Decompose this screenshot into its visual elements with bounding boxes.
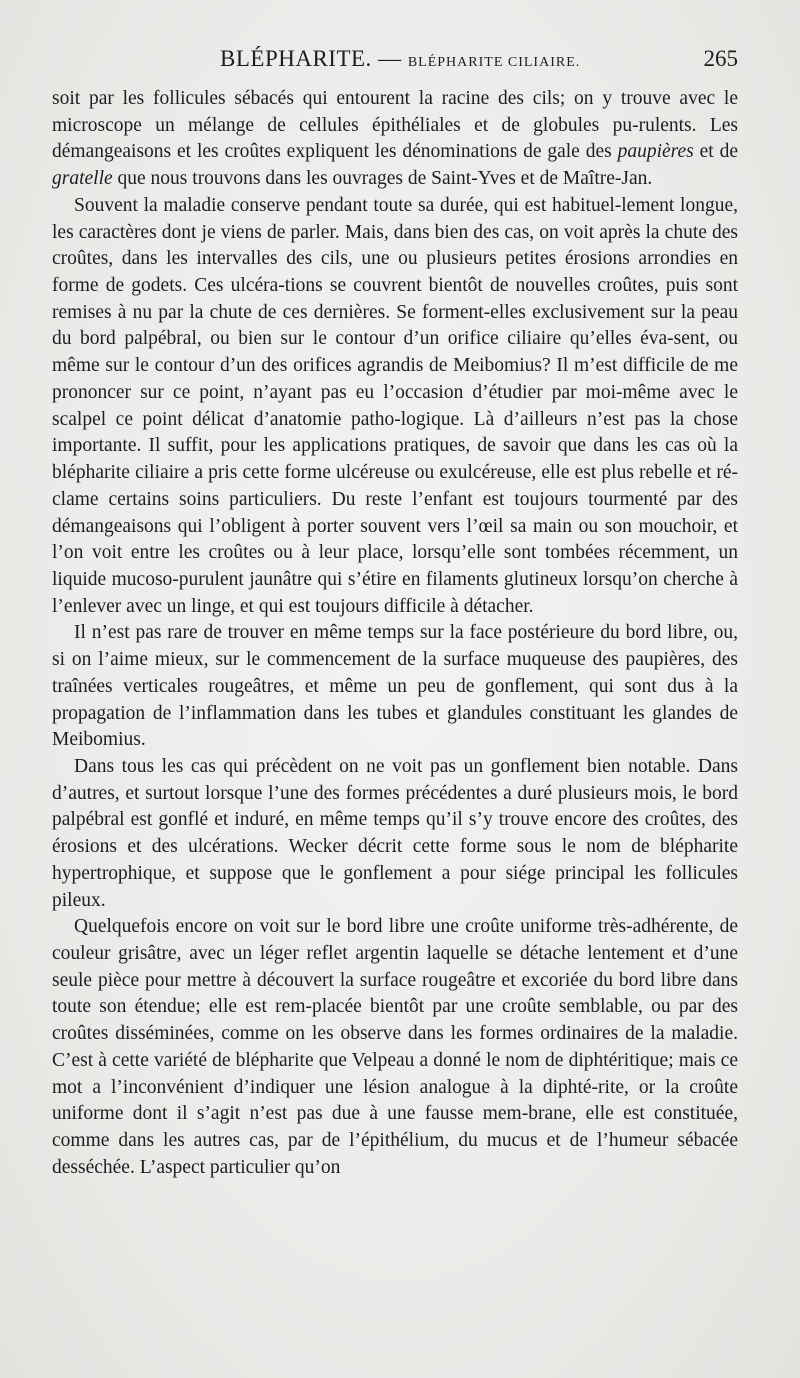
paragraph-5: Quelquefois encore on voit sur le bord libre une croûte uniforme très-adhérente, de couleur grisâtre, avec un léger reflet argentin laquelle se détache lentement et d’une seule pièce pour mettre à découvert la surface rougeâtre et excoriée du bord libre dans toute son étendue; elle est rem-placée bientôt par une croûte semblable, ou par des croûtes disséminées, comme on les observe dans les formes ordinaires de la maladie. C’est à cette variété de blépharite que Velpeau a donné le nom de diphtéritique; mais ce mot a l’inconvénient d’indiquer une lésion analogue à la diphté-rite, or la croûte uniforme dont il s’agit n’est pas due à une fausse mem-brane, elle est constituée, comme dans les autres cas, par de l’épithélium, du mucus et de l’humeur sébacée desséchée. L’aspect particulier qu’on xyxy=(52,916,738,1178)
paragraph-1 xyxy=(52,86,738,193)
title-dash: — xyxy=(378,46,402,71)
running-title xyxy=(220,46,580,72)
body-text xyxy=(52,86,738,1181)
emphasis-paupieres: paupières xyxy=(617,141,694,163)
paragraph-1-text-b: et de xyxy=(693,141,738,163)
emphasis-gratelle: gratelle xyxy=(52,168,113,190)
paragraph-3: Il n’est pas rare de trouver en même temps sur la face postérieure du bord libre, ou, si on l’aime mieux, sur le commencement de la surface muqueuse des paupières, des traînées verticales rougeâtres, et même un peu de gonflement, qui sont dus à la propagation de l’inflammation dans les tubes et glandules constituant les glandes de Meibomius. xyxy=(52,622,738,751)
paragraph-1-text-a: soit par les follicules sébacés qui entourent la racine des cils; on y trouve avec le microscope un mélange de cellules épithéliales et de globules pu-rulents. Les démangeaisons et les croûtes expliquent les dénominations de gale des xyxy=(52,88,738,163)
running-head xyxy=(52,46,738,76)
paragraph-2: Souvent la maladie conserve pendant toute sa durée, qui est habituel-lement longue, les caractères dont je viens de parler. Mais, dans bien des cas, on voit après la chute des croûtes, dans les intervalles des cils, une ou plusieurs petites érosions arrondies en forme de godets. Ces ulcéra-tions se couvrent bientôt de nouvelles croûtes, puis sont remises à nu par la chute de ces dernières. Se forment-elles exclusivement sur la peau du bord palpébral, ou bien sur le contour d’un orifice ciliaire qu’elles éva-sent, ou même sur le contour d’un des orifices agrandis de Meibomius? Il m’est difficile de me prononcer sur ce point, n’ayant pas eu l’occasion d’étudier par moi-même avec le scalpel ce point délicat d’anatomie patho-logique. Là d’ailleurs n’est pas la chose importante. Il suffit, pour les applications pratiques, de savoir que dans les cas où la blépharite ciliaire a pris cette forme ulcéreuse ou exulcéreuse, elle est plus rebelle et ré-clame certains soins particuliers. Du reste l’enfant est toujours tourmenté par des démangeaisons qui l’obligent à porter souvent vers l’œil sa main ou son mouchoir, et l’on voit entre les croûtes ou à leur place, lorsqu’elle sont tombées récemment, un liquide mucoso-purulent jaunâtre qui s’étire en filaments glutineux lorsqu’on cherche à l’enlever avec un linge, et qui est toujours difficile à détacher. xyxy=(52,194,738,617)
page-number: 265 xyxy=(703,46,738,71)
paragraph-1-text-c: que nous trouvons dans les ouvrages de Saint-Yves et de Maître-Jan. xyxy=(112,168,653,190)
section-title: BLÉPHARITE CILIAIRE. xyxy=(407,55,581,70)
paragraph-4: Dans tous les cas qui précèdent on ne voit pas un gonflement bien notable. Dans d’autres, et surtout lorsque l’une des formes précédentes a duré plusieurs mois, le bord palpébral est gonflé et induré, en même temps qu’il s’y trouve encore des croûtes, des érosions et des ulcérations. Wecker décrit cette forme sous le nom de blépharite hypertrophique, et suppose que le gonflement a pour siége principal les follicules pileux. xyxy=(52,755,738,911)
chapter-title: BLÉPHARITE. xyxy=(220,46,372,71)
